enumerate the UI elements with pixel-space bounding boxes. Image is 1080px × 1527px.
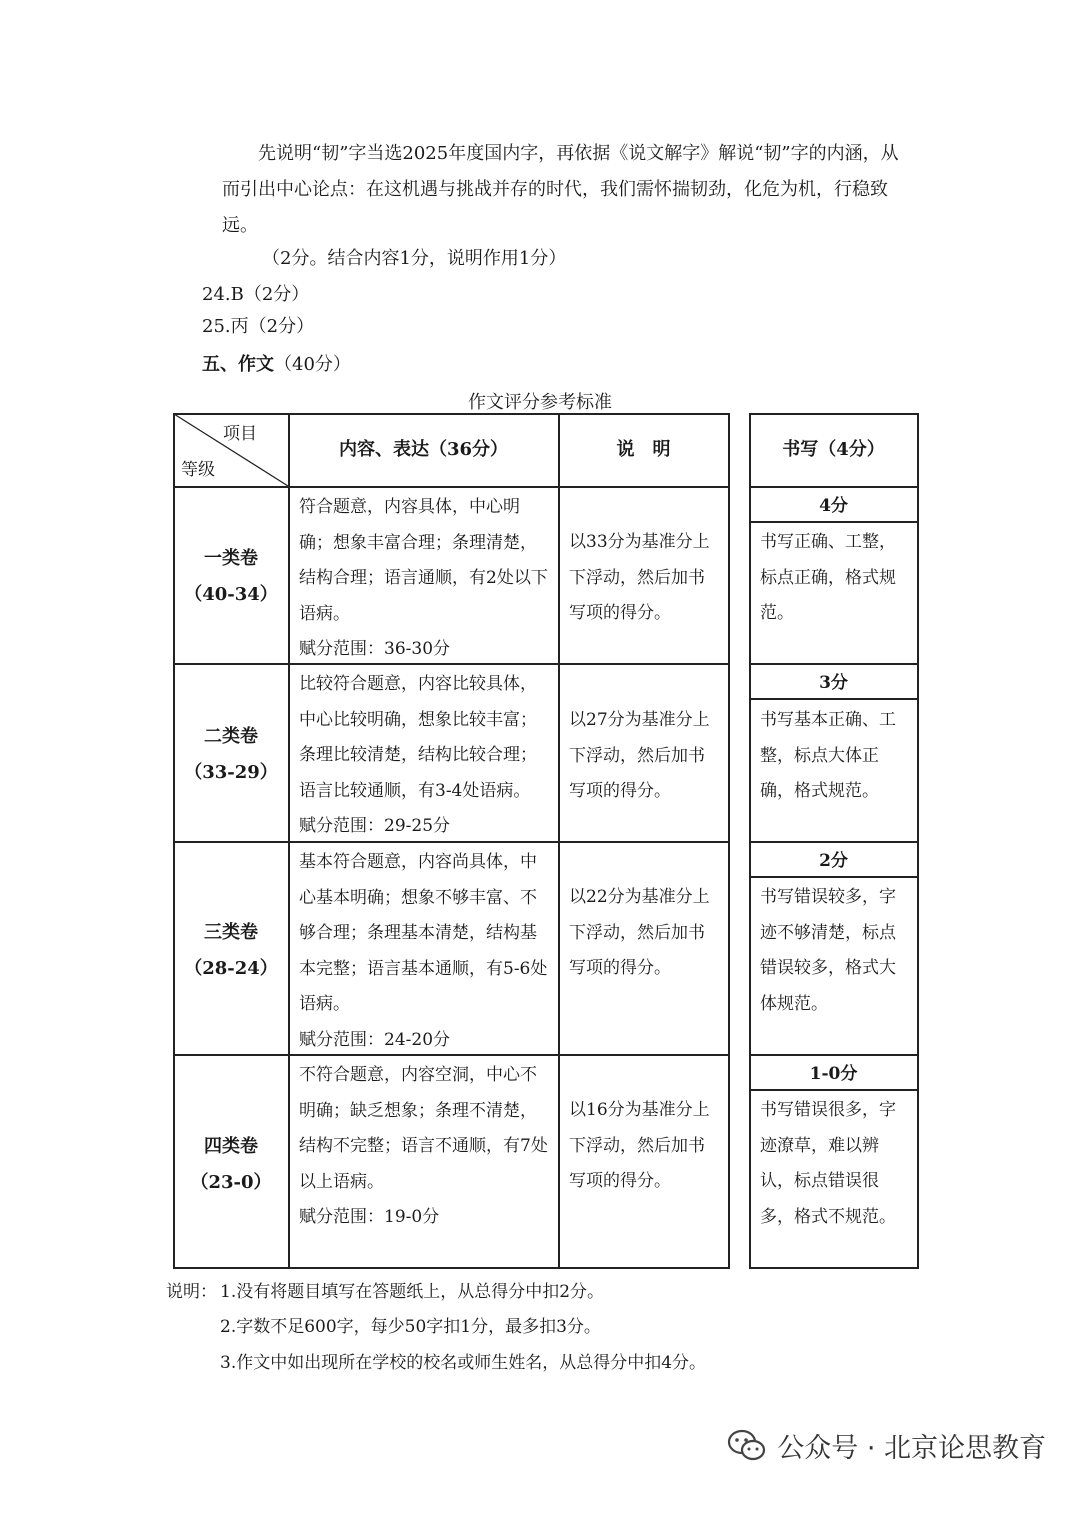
header-writing: 书写（4分） [782, 439, 885, 460]
header-explain: 说 明 [616, 439, 671, 460]
writing-desc: 书写错误较多，字迹不够清楚，标点错误较多，格式大体规范。 [760, 887, 896, 1014]
section-heading: 五、作文（40分） [202, 354, 351, 375]
header-item: 项目 [223, 424, 257, 444]
answer-24: 24.B（2分） [202, 284, 310, 305]
note-item: 3.作文中如出现所在学校的校名或师生姓名，从总得分中扣4分。 [220, 1353, 707, 1373]
scoring-table [173, 413, 918, 1269]
grade-label: 三类卷 （28-24） [184, 922, 278, 979]
explain-desc: 以27分为基准分上下浮动，然后加书写项的得分。 [569, 710, 710, 801]
watermark [727, 1426, 1046, 1465]
writing-score: 4分 [819, 496, 848, 516]
explain-desc: 以22分为基准分上下浮动，然后加书写项的得分。 [569, 887, 710, 978]
wechat-icon [727, 1429, 767, 1463]
explain-desc: 以16分为基准分上下浮动，然后加书写项的得分。 [569, 1100, 710, 1191]
note-item: 1.没有将题目填写在答题纸上，从总得分中扣2分。 [220, 1282, 605, 1302]
content-desc: 比较符合题意，内容比较具体，中心比较明确，想象比较丰富；条理比较清楚，结构比较合理；语言比较通顺，有3-4处语病。 赋分范围：29-25分 [299, 674, 537, 836]
table-title: 作文评分参考标准 [468, 392, 612, 413]
content-desc: 符合题意，内容具体，中心明确；想象丰富合理；条理清楚，结构合理；语言通顺，有2处以下语病。 赋分范围：36-30分 [299, 497, 548, 659]
grade-label: 二类卷 （33-29） [184, 726, 278, 783]
note-item: 2.字数不足600字，每少50字扣1分，最多扣3分。 [220, 1317, 601, 1337]
content-desc: 不符合题意，内容空洞，中心不明确；缺乏想象；条理不清楚，结构不完整；语言不通顺，有7处以上语病。 赋分范围：19-0分 [299, 1065, 548, 1227]
explain-desc: 以33分为基准分上下浮动，然后加书写项的得分。 [569, 532, 710, 623]
writing-score: 3分 [819, 673, 848, 693]
content-desc: 基本符合题意，内容尚具体，中心基本明确；想象不够丰富、不够合理；条理基本清楚，结构基本完整；语言基本通顺，有5-6处语病。 赋分范围：24-20分 [299, 852, 548, 1050]
writing-score: 2分 [819, 851, 848, 871]
intro-score-note: （2分。结合内容1分，说明作用1分） [262, 248, 567, 269]
writing-score: 1-0分 [809, 1064, 858, 1084]
writing-desc: 书写基本正确、工整，标点大体正确，格式规范。 [760, 710, 896, 801]
writing-desc: 书写错误很多，字迹潦草，难以辨认，标点错误很多，格式不规范。 [760, 1100, 896, 1227]
header-grade: 等级 [181, 460, 215, 480]
notes-label: 说明： [166, 1282, 217, 1302]
answer-25: 25.丙（2分） [202, 316, 315, 337]
writing-desc: 书写正确、工整，标点正确，格式规范。 [760, 532, 896, 623]
grade-label: 四类卷 （23-0） [190, 1136, 272, 1193]
watermark-text: 公众号 · 北京论思教育 [777, 1433, 1046, 1464]
intro-paragraph: 先说明“韧”字当选2025年度国内字，再依据《说文解字》解说“韧”字的内涵，从而引出中心论点：在这机遇与挑战并存的时代，我们需怀揣韧劲，化危为机，行稳致远。 [222, 143, 899, 236]
grade-label: 一类卷 （40-34） [184, 548, 278, 605]
header-content: 内容、表达（36分） [338, 439, 509, 460]
